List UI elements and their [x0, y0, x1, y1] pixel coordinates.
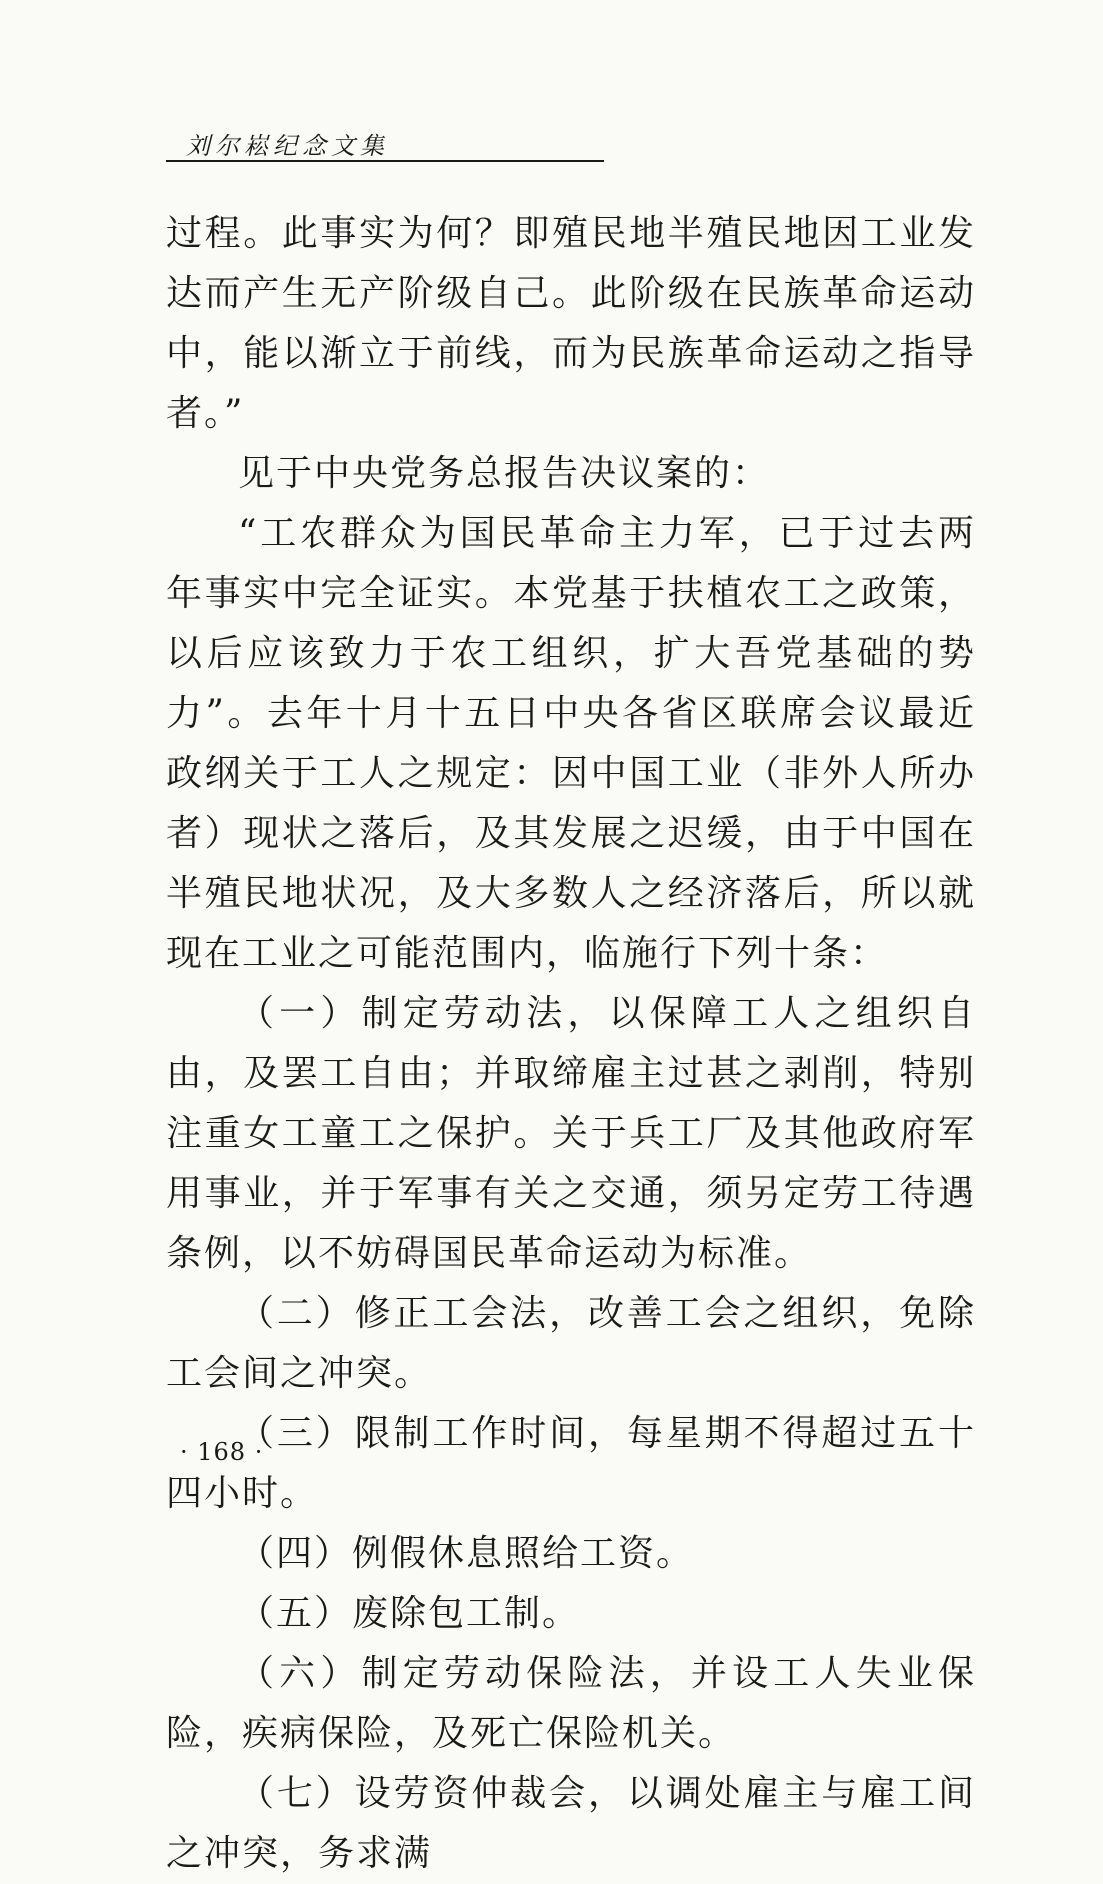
page-number: · 168 · [180, 1438, 264, 1466]
header-rule [166, 160, 604, 162]
paragraph: “工农群众为国民革命主力军，已于过去两年事实中完全证实。本党基于扶植农工之政策，以后应该致力于农工组织，扩大吾党基础的势力”。去年十月十五日中央各省区联席会议最近政纲关于工人之规定：因中国工业（非外人所办者）现状之落后，及其发展之迟缓，由于中国在半殖民地状况，及大多数人之经济落后，所以就现在工业之可能范围内，临施行下列十条： [166, 513, 976, 974]
paragraph: （一）制定劳动法，以保障工人之组织自由，及罢工自由；并取缔雇主过甚之剥削，特别注重女工童工之保护。关于兵工厂及其他政府军用事业，并于军事有关之交通，须另定劳工待遇条例，以不妨碍国民革命运动为标准。 [166, 993, 976, 1274]
paragraph: 过程。此事实为何？即殖民地半殖民地因工业发达而产生无产阶级自己。此阶级在民族革命运动中，能以渐立于前线，而为民族革命运动之指导者。” [166, 213, 976, 434]
paragraph: （四）例假休息照给工资。 [238, 1533, 695, 1574]
paragraph: （七）设劳资仲裁会，以调处雇主与雇工间之冲突，务求满 [166, 1773, 976, 1874]
body-text [166, 204, 976, 1884]
paragraph: 见于中央党务总报告决议案的： [238, 453, 771, 494]
paragraph: （三）限制工作时间，每星期不得超过五十四小时。 [166, 1413, 976, 1514]
paragraph: （六）制定劳动保险法，并设工人失业保险，疾病保险，及死亡保险机关。 [166, 1653, 976, 1754]
paragraph: （二）修正工会法，改善工会之组织，免除工会间之冲突。 [166, 1293, 976, 1394]
paragraph: （五）废除包工制。 [238, 1593, 581, 1634]
running-header: 刘尔崧纪念文集 [186, 132, 389, 160]
